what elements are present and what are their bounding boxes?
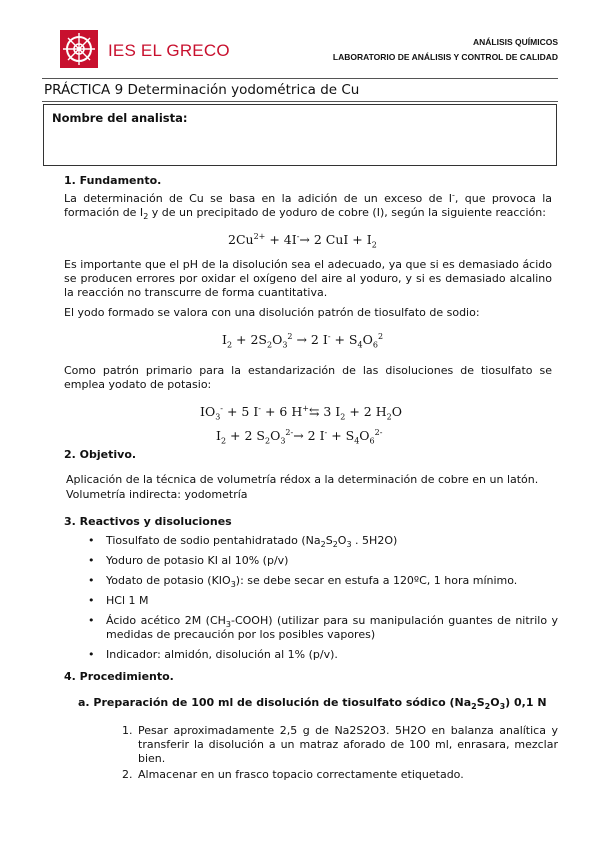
procedure-steps [122, 724, 558, 782]
fundamento-paragraph-1: La determinación de Cu se basa en la adición de un exceso de I-, que provoca la formación de $I_2$ y de un precipitado de yoduro de cobre (I), según la siguiente reacción: [64, 190, 552, 222]
school-emblem-icon [60, 30, 98, 68]
header-divider-top [42, 78, 558, 79]
list-item: 2. Almacenar en un frasco topacio correctamente etiquetado. [122, 768, 464, 781]
fundamento-paragraph-2: Es importante que el pH de la disolución sea el adecuado, ya que si es demasiado ácido se producen errores por oxidar el oxígeno del aire al yoduro, y si es demasiado alcalino la reacción no transcurre de forma cuantitativa. [64, 258, 552, 299]
section-heading-objetivo: 2. Objetivo. [64, 448, 137, 461]
department-label: LABORATORIO DE ANÁLISIS Y CONTROL DE CALIDAD [332, 52, 558, 62]
list-item: • Indicador: almidón, disolución al 1% (p/v). [80, 648, 558, 662]
list-item: • HCl 1 M [80, 594, 558, 608]
fundamento-paragraph-3: El yodo formado se valora con una disolución patrón de tiosulfato de sodio: [64, 306, 480, 319]
section-heading-fundamento: 1. Fundamento. [64, 174, 162, 187]
practice-title: PRÁCTICA 9 Determinación yodométrica de Cu [44, 82, 360, 98]
analyst-name-box[interactable] [43, 104, 557, 166]
fundamento-paragraph-4: Como patrón primario para la estandarización de las disoluciones de tiosulfato se emplea yodato de potasio: [64, 364, 552, 391]
list-item: 1. Pesar aproximadamente 2,5 g de Na2S2O3. 5H2O en balanza analítica y transferir la disolución a un matraz aforado de 100 ml, enrasara, mezclar bien. [122, 724, 558, 765]
equation-iodate-iodide: $IO_3^- + 5$ I- + 6 H+⇆ 3 $I_2 + 2$ $H_2O$ [200, 403, 402, 422]
list-item: • Yoduro de potasio KI al 10% (p/v) [80, 554, 558, 568]
school-name: IES EL GRECO [108, 41, 230, 60]
procedure-subheading-a: a. Preparación de 100 ml de disolución de tiosulfato sódico $(Na_2S_2O_3)$ 0,1 N [78, 696, 547, 712]
subject-label: ANÁLISIS QUÍMICOS [472, 37, 558, 47]
list-item: • Tiosulfato de sodio pentahidratado ($Na_2S_2O_3$ . 5H2O) [80, 534, 558, 548]
list-item: • Yodato de potasio $(KIO_3)$: se debe secar en estufa a 120ºC, 1 hora mínimo. [80, 574, 558, 588]
objetivo-line-1: Aplicación de la técnica de volumetría rédox a la determinación de cobre en un latón. [66, 473, 539, 486]
objetivo-line-2: Volumetría indirecta: yodometría [66, 488, 248, 501]
analyst-label: Nombre del analista: [52, 111, 188, 125]
list-item: • Ácido acético 2M $(CH_3-COOH)$ (utilizar para su manipulación guantes de nitrilo y medidas de precaución por los posibles vapores) [80, 614, 558, 642]
equation-copper-iodide: $2Cu^{2+} + 4I^-\to 2$ CuI + $I_2$ [228, 231, 377, 250]
equation-iodine-thiosulfate-2: $I_2 + 2$ $S_2O_3^{2-}\to 2$ $I^- + S_4O_6^{2-}$ [216, 427, 383, 446]
header-divider-bottom [42, 101, 558, 102]
reagents-list [80, 534, 558, 662]
section-heading-reactivos: 3. Reactivos y disoluciones [64, 515, 232, 528]
section-heading-procedimiento: 4. Procedimiento. [64, 670, 174, 683]
equation-iodine-thiosulfate: $I_2 + 2S_2O_3^2 \to 2$ $I^- + S_4O_6^2$ [222, 331, 384, 350]
